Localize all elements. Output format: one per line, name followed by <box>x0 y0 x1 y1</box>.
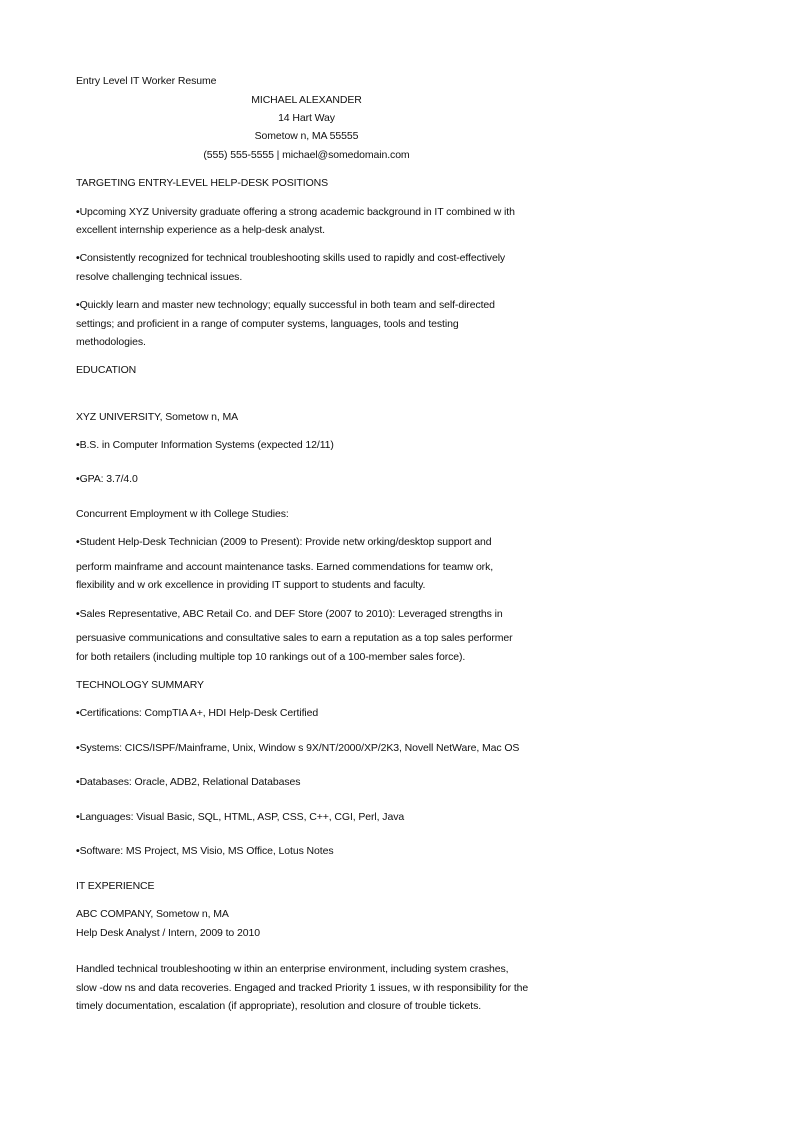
degree-item: • B.S. in Computer Information Systems (expected 12/11) <box>76 436 334 454</box>
address-street: 14 Hart Way <box>278 112 335 124</box>
tech-item-software: • Software: MS Project, MS Visio, MS Office, Lotus Notes <box>76 842 333 860</box>
target-bullet-2-line-2: resolve challenging technical issues. <box>76 271 243 283</box>
target-bullet-3-line-1: • Quickly learn and master new technology; equally successful in both team and self-directed <box>76 296 495 314</box>
job-2-line-2: persuasive communications and consultative sales to earn a reputation as a top sales performer <box>76 632 513 644</box>
employment-heading: Concurrent Employment w ith College Studies: <box>76 508 289 520</box>
education-heading: EDUCATION <box>76 364 137 376</box>
experience-heading: IT EXPERIENCE <box>76 880 155 892</box>
tech-item-languages: • Languages: Visual Basic, SQL, HTML, ASP, CSS, C++, CGI, Perl, Java <box>76 808 404 826</box>
job-1-line-3: flexibility and w ork excellence in providing IT support to students and faculty. <box>76 579 426 591</box>
target-bullet-2-line-1: • Consistently recognized for technical troubleshooting skills used to rapidly and cost-effectively <box>76 249 505 267</box>
tech-item-databases: • Databases: Oracle, ADB2, Relational Databases <box>76 773 300 791</box>
job-2-line-3: for both retailers (including multiple top 10 rankings out of a 100-member sales force). <box>76 651 466 663</box>
target-heading: TARGETING ENTRY-LEVEL HELP-DESK POSITIONS <box>76 177 329 189</box>
job-1-line-1: • Student Help-Desk Technician (2009 to Present): Provide netw orking/desktop support and <box>76 533 492 551</box>
job-2-line-1: • Sales Representative, ABC Retail Co. and DEF Store (2007 to 2010): Leveraged strengths in <box>76 605 503 623</box>
company-name: ABC COMPANY, Sometow n, MA <box>76 908 229 920</box>
target-bullet-3-line-3: methodologies. <box>76 336 146 348</box>
tech-item-systems: • Systems: CICS/ISPF/Mainframe, Unix, Window s 9X/NT/2000/XP/2K3, Novell NetWare, Mac OS <box>76 739 519 757</box>
gpa-item: • GPA: 3.7/4.0 <box>76 470 138 488</box>
candidate-name: MICHAEL ALEXANDER <box>251 94 362 106</box>
contact-info: (555) 555-5555 | michael@somedomain.com <box>203 149 410 161</box>
experience-line-1: Handled technical troubleshooting w ithin an enterprise environment, including system crashes, <box>76 963 509 975</box>
tech-heading: TECHNOLOGY SUMMARY <box>76 679 204 691</box>
job-1-line-2: perform mainframe and account maintenance tasks. Earned commendations for teamw ork, <box>76 561 494 573</box>
target-bullet-1-line-2: excellent internship experience as a help-desk analyst. <box>76 224 325 236</box>
school-name: XYZ UNIVERSITY, Sometow n, MA <box>76 411 239 423</box>
address-city: Sometow n, MA 55555 <box>254 130 359 142</box>
target-bullet-1-line-1: • Upcoming XYZ University graduate offering a strong academic background in IT combined w ith <box>76 203 515 221</box>
document-title: Entry Level IT Worker Resume <box>76 75 217 87</box>
experience-line-3: timely documentation, escalation (if appropriate), resolution and closure of trouble tickets. <box>76 1000 482 1012</box>
target-bullet-3-line-2: settings; and proficient in a range of computer systems, languages, tools and testing <box>76 318 459 330</box>
experience-line-2: slow -dow ns and data recoveries. Engaged and tracked Priority 1 issues, w ith responsibility for the <box>76 982 529 994</box>
role-title: Help Desk Analyst / Intern, 2009 to 2010 <box>76 927 260 939</box>
tech-item-certifications: • Certifications: CompTIA A+, HDI Help-Desk Certified <box>76 704 318 722</box>
